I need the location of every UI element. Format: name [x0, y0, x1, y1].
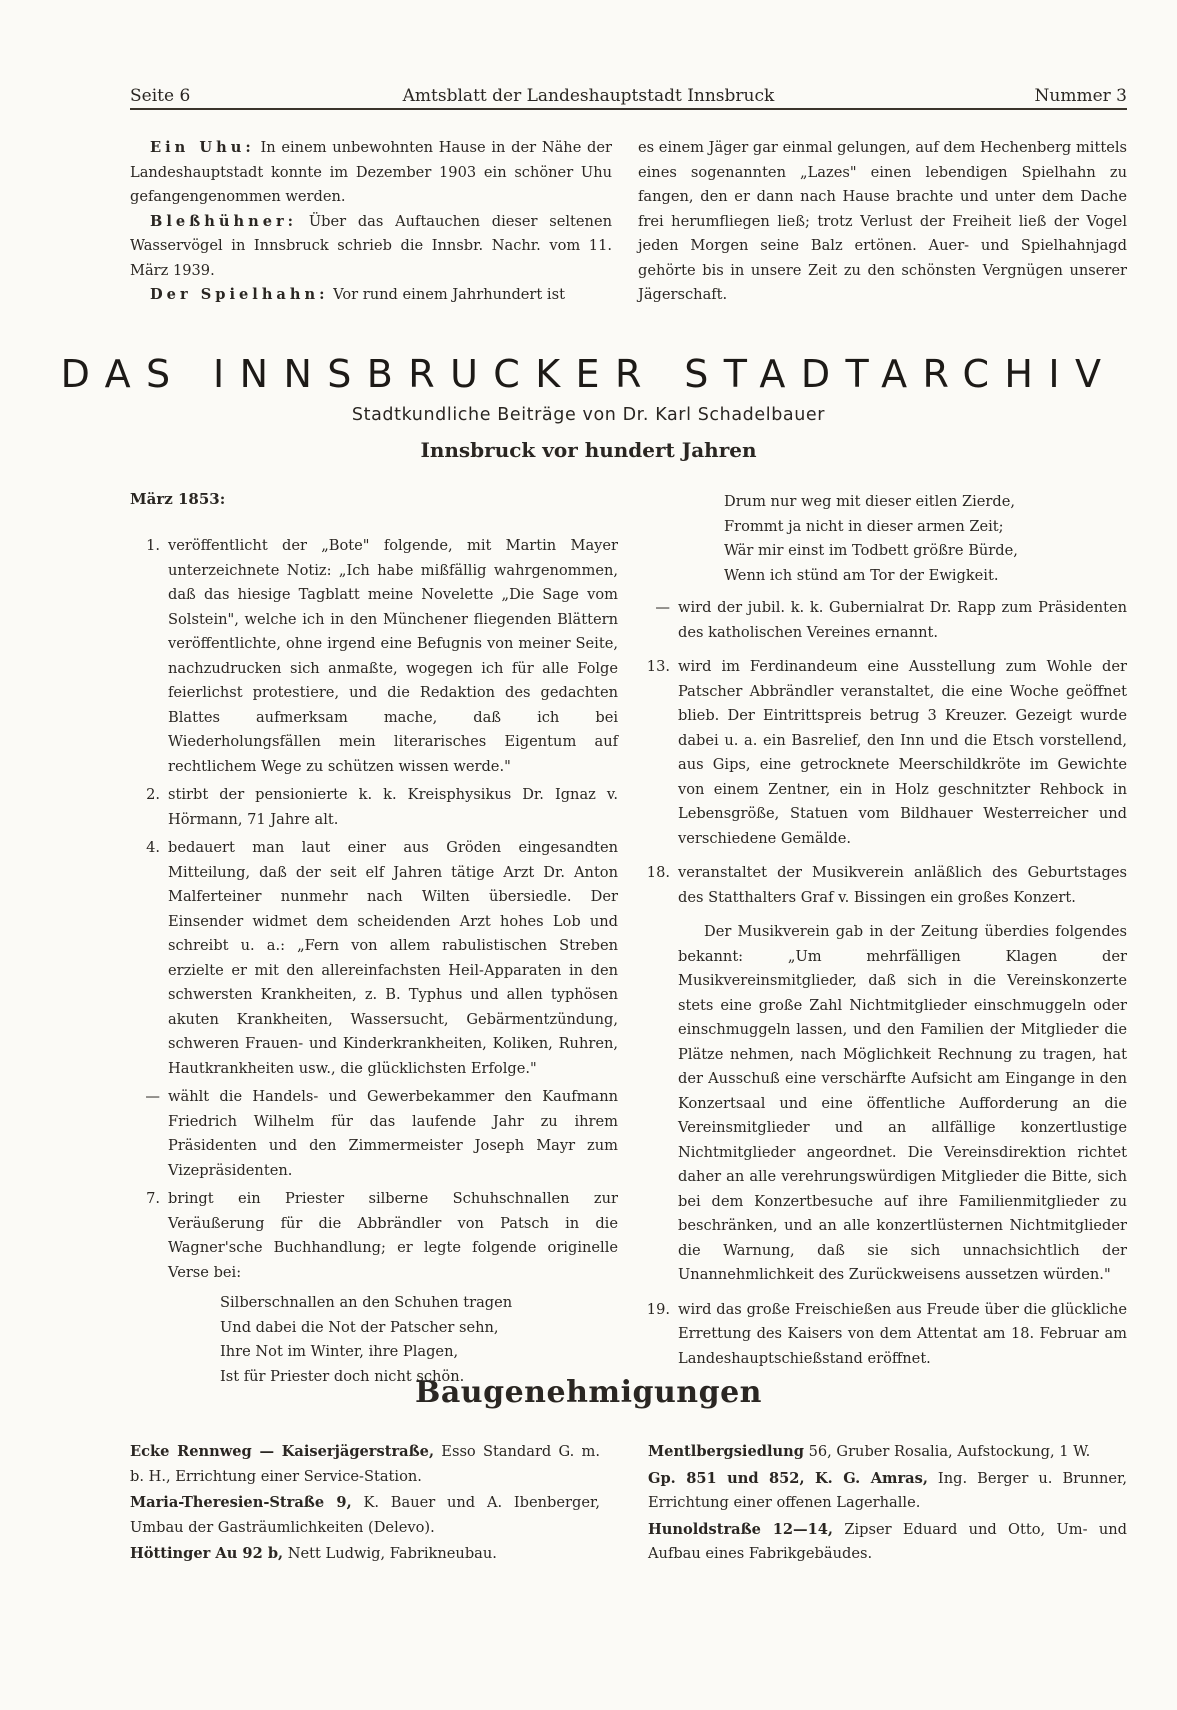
- note-spielhahn: Der Spielhahn: Vor rund einem Jahrhundert ist: [150, 286, 565, 303]
- top-right-column: [638, 136, 1127, 308]
- top-left-column: [130, 136, 612, 308]
- header-rule: [130, 108, 1127, 110]
- entry-2: 2. stirbt der pensionierte k. k. Kreisphysikus Dr. Ignaz v. Hörmann, 71 Jahre alt.: [146, 786, 618, 828]
- entry-7: 7. bringt ein Priester silberne Schuhschnallen zur Veräußerung für die Abbrändler von Patsch in die Wagner'sche Buchhandlung; er legte folgende originelle Verse bei:: [146, 1190, 618, 1281]
- permit-rennweg: Ecke Rennweg — Kaiserjägerstraße, Esso Standard G. m. b. H., Errichtung einer Service-Station.: [130, 1443, 600, 1485]
- entry-18: 18. veranstaltet der Musikverein anläßlich des Geburtstages des Statthalters Graf v. Bissingen ein großes Konzert.: [646, 864, 1127, 906]
- verse-part-2: Drum nur weg mit dieser eitlen Zierde, Frommt ja nicht in dieser armen Zeit; Wär mir einst im Todbett größre Bürde, Wenn ich stünd am Tor der Ewigkeit.: [724, 493, 1018, 584]
- archive-title: DAS INNSBRUCKER STADTARCHIV: [60, 352, 1117, 396]
- entry-kammer: — wählt die Handels- und Gewerbekammer den Kaufmann Friedrich Wilhelm für das laufende Jahr zu ihrem Präsidenten und den Zimmermeister Joseph Mayr zum Vizepräsidenten.: [145, 1088, 618, 1179]
- permits-right-column: [648, 1440, 1127, 1569]
- entry-1: 1. veröffentlicht der „Bote" folgende, mit Martin Mayer unterzeichnete Notiz: „Ich habe mißfällig wahrgenommen, daß das hiesige Tagblatt meine Novelette „Die Sage vom Solstein", welche ich in den Münchener fliegenden Blättern veröffentlichte, ohne irgend eine Befugnis von meiner Seite, nachzudrucken sich anmaßte, wogegen ich für alle Folge feierlichst protestiere, und die Redaktion des gedachten Blattes aufmerksam mache, daß ich bei Wiederholungsfällen mein literarisches Eigentum auf rechtlichem Wege zu schützen wissen werde.": [146, 537, 618, 775]
- note-uhu: Ein Uhu: In einem unbewohnten Hause in der Nähe der Landeshauptstadt konnte im Dezember 1903 ein schöner Uhu gefangengenommen werden.: [130, 139, 613, 205]
- permit-mentlberg: Mentlbergsiedlung 56, Gruber Rosalia, Aufstockung, 1 W.: [648, 1443, 1091, 1460]
- entry-4: 4. bedauert man laut einer aus Gröden eingesandten Mitteilung, daß der seit elf Jahren tätige Arzt Dr. Anton Malferteiner nunmehr nach Wilten übersiedle. Der Einsender widmet dem scheidenden Arzt hohes Lob und schreibt u. a.: „Fern von allem rabulistischen Streben erzielte er mit den allereinfachsten Heil-Apparaten in den schwersten Krankheiten, z. B. Typhus und allen typhösen akuten Krankheiten, Wassersucht, Gebärmentzündung, schweren Frauen- und Kinderkrankheiten, Koliken, Ruhren, Hautkrankheiten usw., die glücklichsten Erfolge.": [146, 839, 618, 1077]
- entry-rapp: — wird der jubil. k. k. Gubernialrat Dr. Rapp zum Präsidenten des katholischen Vereines ernannt.: [655, 599, 1127, 641]
- note-blesshuehner: Bleßhühner: Über das Auftauchen dieser seltenen Wasservögel in Innsbruck schrieb die Innsbr. Nachr. vom 11. März 1939.: [130, 212, 612, 279]
- entry-13: 13. wird im Ferdinandeum eine Ausstellung zum Wohle der Patscher Abbrändler veranstaltet, die eine Woche geöffnet blieb. Der Eintrittspreis betrug 3 Kreuzer. Gezeigt wurde dabei u. a. ein Basrelief, den Inn und die Etsch vorstellend, aus Gips, eine getrocknete Meerschildkröte im Gewichte von einem Zentner, ein in Holz geschnitzter Rehbock in Lebensgröße, Statuen vom Bildhauer Westerreicher und verschiedene Gemälde.: [646, 658, 1127, 847]
- archive-subtitle: Stadtkundliche Beiträge von Dr. Karl Schadelbauer: [351, 405, 826, 425]
- left-main-column: [130, 490, 618, 1389]
- permits-left-column: [130, 1440, 600, 1569]
- building-permits-heading: Baugenehmigungen: [415, 1375, 762, 1410]
- page-number: Seite 6: [130, 86, 191, 106]
- verse-part-1: Silberschnallen an den Schuhen tragen Und dabei die Not der Patscher sehn, Ihre Not im Winter, ihre Plagen, Ist für Priester doch nicht schön.: [220, 1294, 513, 1385]
- permit-hunoldstrasse: Hunoldstraße 12—14, Zipser Eduard und Otto, Um- und Aufbau eines Fabrikgebäudes.: [648, 1520, 1127, 1562]
- permit-maria-theresien: Maria-Theresien-Straße 9, K. Bauer und A. Ibenberger, Umbau der Gasträumlichkeiten (Delevo).: [130, 1494, 601, 1536]
- permit-amras: Gp. 851 und 852, K. G. Amras, Ing. Berger u. Brunner, Errichtung einer offenen Lagerhalle.: [648, 1469, 1127, 1511]
- note-spielhahn-continued: es einem Jäger gar einmal gelungen, auf dem Hechenberg mittels eines sogenannten „Lazes" einen lebendigen Spielhahn zu fangen, den er dann nach Hause brachte und unter dem Dache frei herumfliegen ließ; trotz Verlust der Freiheit ließ der Vogel jeden Morgen seine Balz ertönen. Auer- und Spielhahnjagd gehörte bis in unsere Zeit zu den schönsten Vergnügen unserer Jägerschaft.: [638, 139, 1127, 303]
- newspaper-title: Amtsblatt der Landeshauptstadt Innsbruck: [402, 86, 775, 106]
- concert-note: Der Musikverein gab in der Zeitung überdies folgendes bekannt: „Um mehrfälligen Klagen der Musikvereinsmitglieder, daß sich in die Vereinskonzerte stets eine große Zahl Nichtmitglieder einschmuggeln oder einschmuggeln lassen, und den Familien der Mitglieder die Plätze nehmen, nach Möglichkeit Rechnung zu tragen, hat der Ausschuß eine verschärfte Aufsicht am Eingange in den Konzertsaal und eine öffentliche Aufforderung an die Vereinsmitglieder und an allfällige konzertlustige Nichtmitglieder angeordnet. Die Vereinsdirektion richtet daher an alle verehrungswürdigen Mitglieder die Bitte, sich bei dem Konzertbesuche auf ihre Familienmitglieder zu beschränken, und an alle konzertlüsternen Nichtmitglieder die Warnung, daß sie sich unnachsichtlich der Unannehmlichkeit des Zurückweisens aussetzen würden.": [678, 923, 1127, 1283]
- month-heading: März 1853:: [130, 490, 226, 508]
- archive-heading: Innsbruck vor hundert Jahren: [420, 438, 757, 462]
- entry-19: 19. wird das große Freischießen aus Freude über die glückliche Errettung des Kaisers von dem Attentat am 18. Februar am Landeshauptschießstand eröffnet.: [646, 1300, 1127, 1367]
- right-main-column: [640, 490, 1127, 1371]
- permit-hoettinger-au: Höttinger Au 92 b, Nett Ludwig, Fabrikneubau.: [130, 1545, 497, 1562]
- issue-number: Nummer 3: [1034, 86, 1127, 106]
